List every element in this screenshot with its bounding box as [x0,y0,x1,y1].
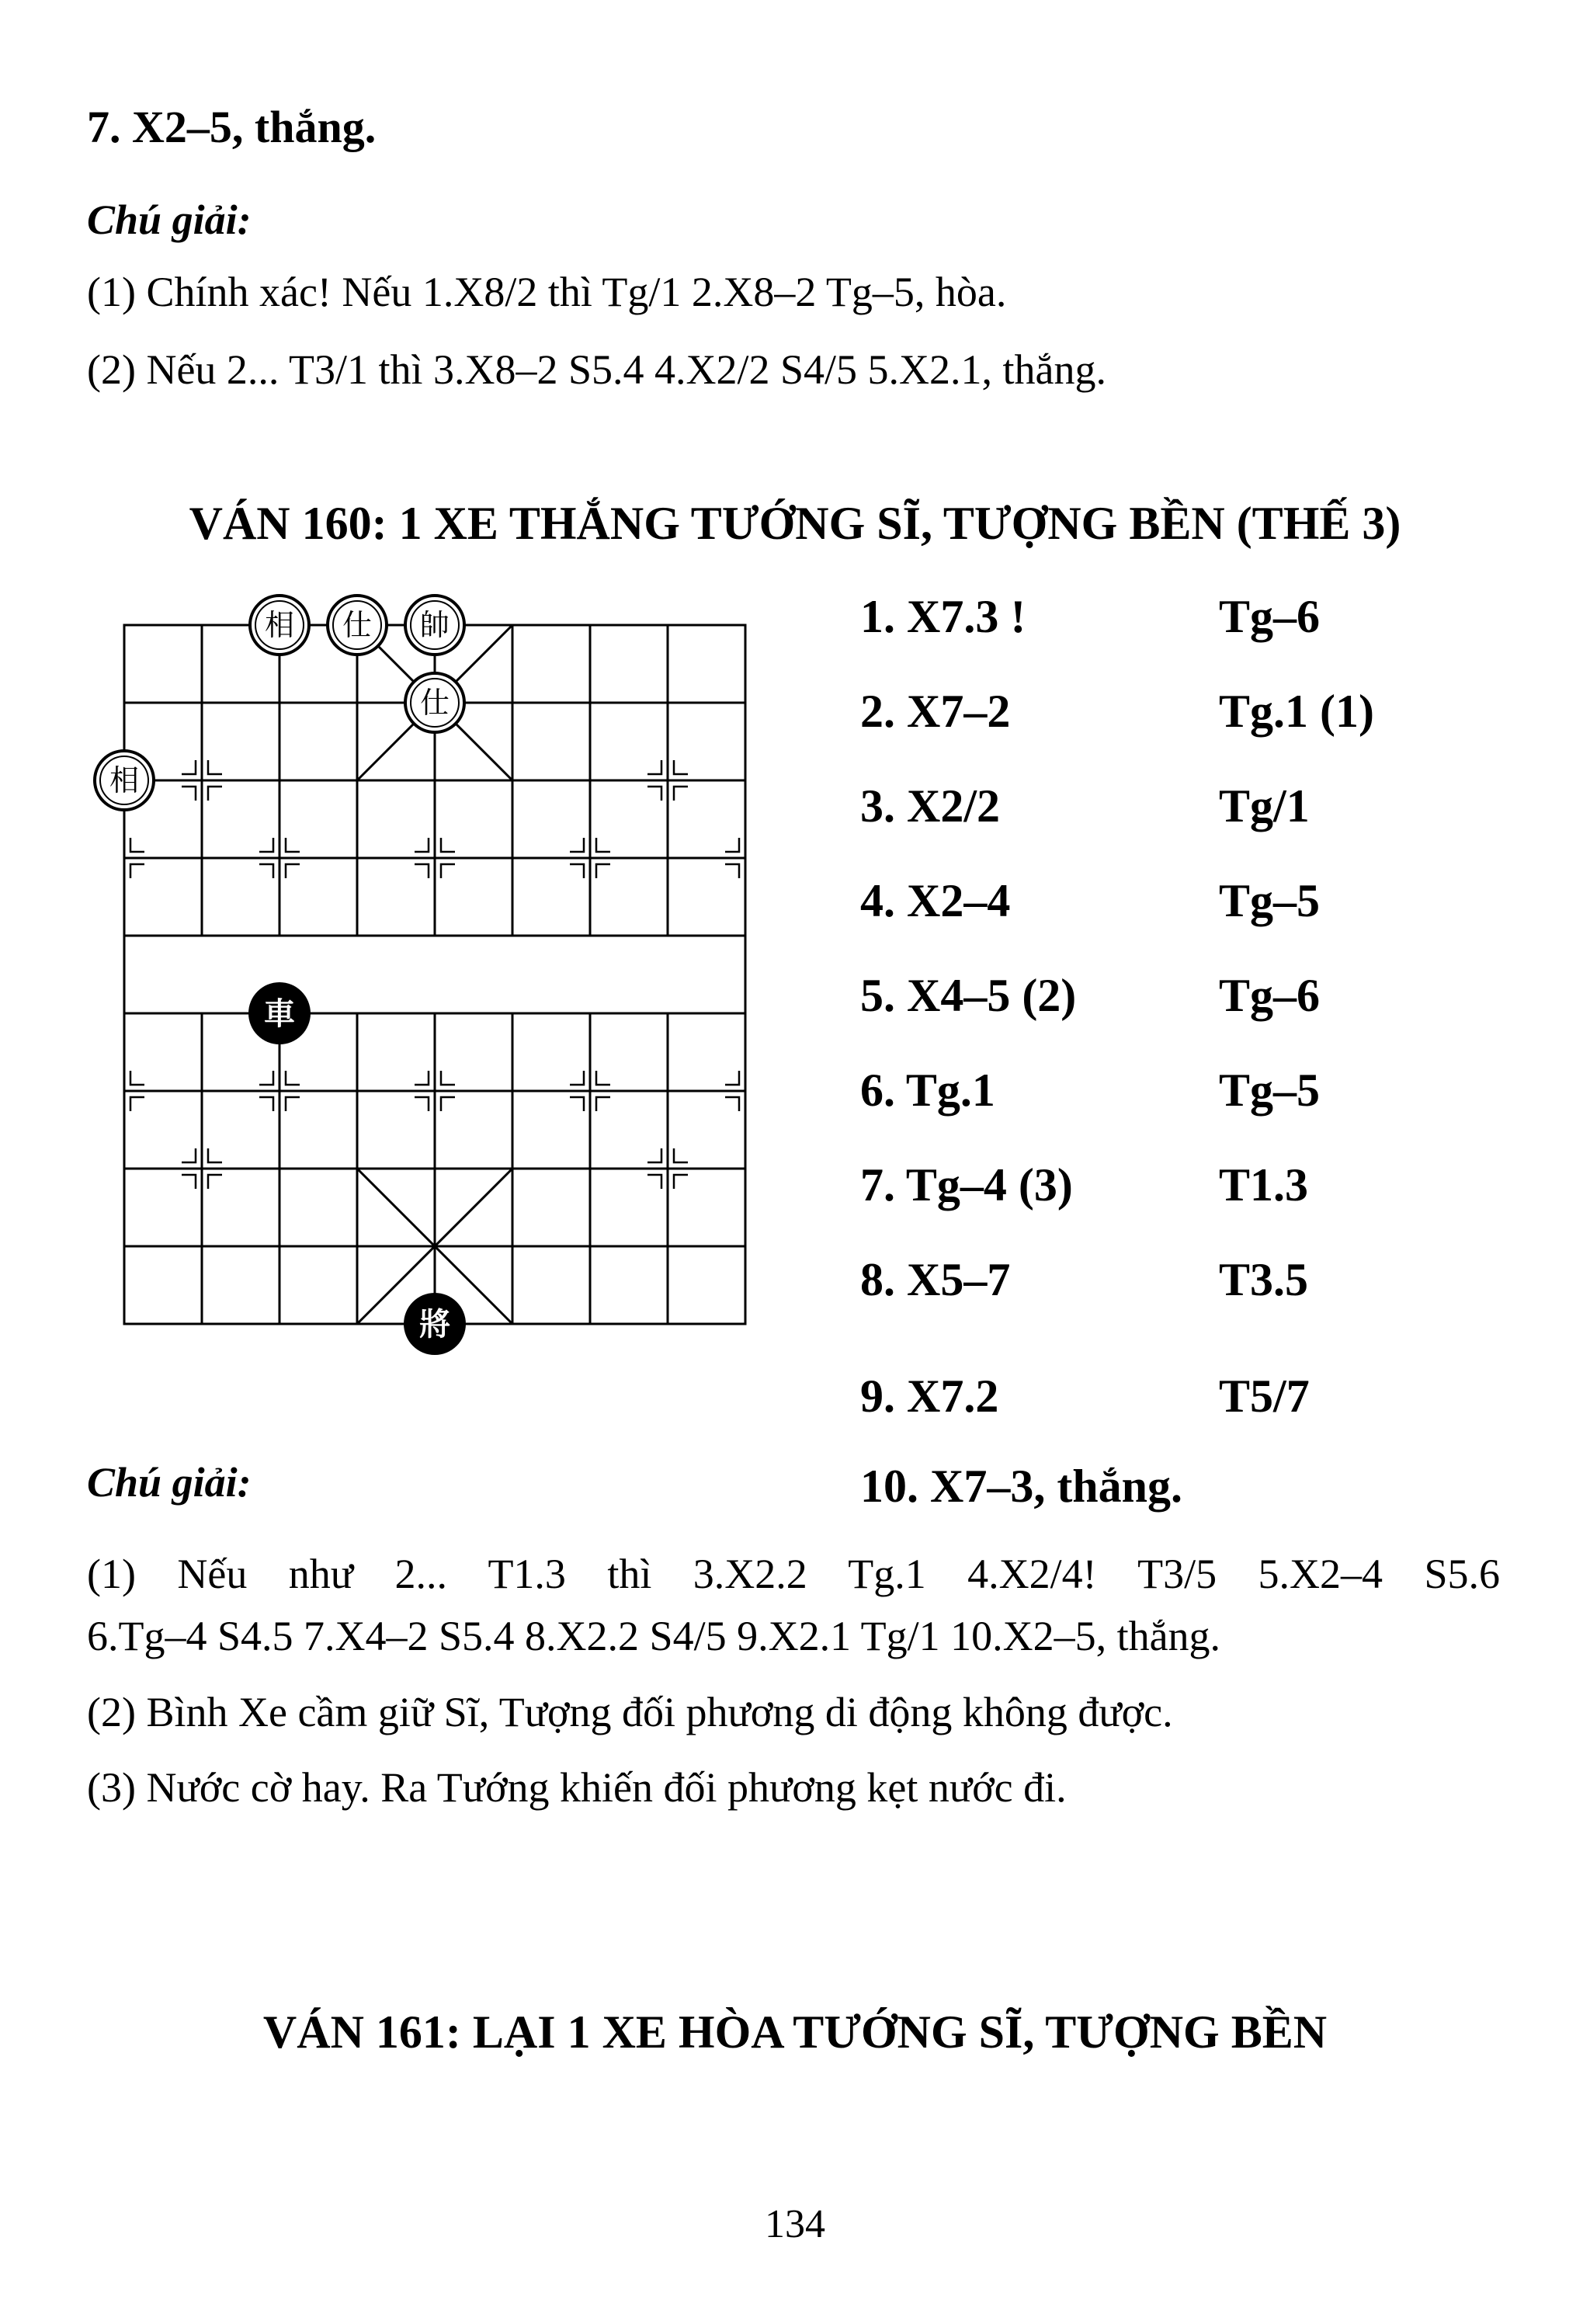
position-marker [130,864,144,878]
position-marker [415,1097,429,1111]
position-marker [596,1097,610,1111]
black-move: Tg/1 [1219,780,1310,832]
page-number: 134 [765,2202,825,2246]
svg-text:帥: 帥 [419,608,450,642]
position-marker [286,864,300,878]
annotation-note-2: (2) Bình Xe cầm giữ Sĩ, Tượng đối phương di động không được. [87,1689,1173,1735]
position-marker [259,838,273,852]
position-marker [130,838,144,852]
red-elephant-piece-left [95,751,154,810]
position-marker [286,1097,300,1111]
red-move: 9. X7.2 [860,1370,999,1422]
red-elephant-piece-top [250,596,309,655]
annotation-heading-1: Chú giải: [87,196,252,243]
annotation-note-2: (2) Nếu 2... T3/1 thì 3.X8–2 S5.4 4.X2/2 S4/5 5.X2.1, thắng. [87,346,1106,393]
position-marker [286,1071,300,1085]
black-move: T5/7 [1219,1370,1310,1422]
position-marker [674,1148,688,1162]
position-marker [725,1097,739,1111]
black-move: Tg–6 [1219,591,1321,642]
red-move: 5. X4–5 (2) [860,970,1077,1021]
position-marker [647,1175,661,1189]
red-move: 3. X2/2 [860,780,1000,832]
red-move: 1. X7.3 ! [860,591,1026,642]
position-marker [208,787,222,801]
black-move: Tg.1 (1) [1219,686,1374,737]
game-161-title: VÁN 161: LẠI 1 XE HÒA TƯỚNG SĨ, TƯỢNG BỀN [262,2006,1328,2058]
position-marker [441,838,455,852]
position-marker [259,1097,273,1111]
position-marker [647,760,661,774]
red-move: 6. Tg.1 [860,1065,995,1116]
red-move: 8. X5–7 [860,1254,1011,1305]
position-marker [725,1071,739,1085]
position-marker [182,760,196,774]
position-marker [182,1148,196,1162]
position-marker [259,1071,273,1085]
black-chariot-piece [248,982,311,1044]
position-marker [286,838,300,852]
annotation-note-3: (3) Nước cờ hay. Ra Tướng khiến đối phương kẹt nước đi. [87,1764,1067,1811]
position-marker [130,1097,144,1111]
position-marker [259,864,273,878]
previous-game-last-move: 7. X2–5, thắng. [87,102,377,152]
black-move: T3.5 [1219,1254,1309,1305]
position-marker [570,1097,584,1111]
red-move: 7. Tg–4 (3) [860,1159,1073,1211]
annotation-note-1-line-1: (1) Nếu như 2... T1.3 thì 3.X2.2 Tg.1 4.X2/4! T3/5 5.X2–4 S5.6 [87,1551,1500,1597]
position-marker [596,1071,610,1085]
black-move: Tg–5 [1219,1065,1321,1116]
red-king-piece [405,596,464,655]
position-marker [647,787,661,801]
black-move: Tg–5 [1219,875,1321,926]
position-marker [208,1175,222,1189]
red-advisor-piece-center [405,673,464,732]
svg-text:仕: 仕 [419,686,450,720]
black-general-piece [404,1293,466,1355]
position-marker [441,1071,455,1085]
position-marker [596,864,610,878]
position-marker [596,838,610,852]
svg-text:車: 車 [264,995,295,1032]
position-marker [674,760,688,774]
position-marker [182,787,196,801]
position-marker [441,864,455,878]
annotation-note-1: (1) Chính xác! Nếu 1.X8/2 thì Tg/1 2.X8–2 Tg–5, hòa. [87,269,1007,315]
black-move: Tg–6 [1219,970,1321,1021]
game-160-title: VÁN 160: 1 XE THẮNG TƯỚNG SĨ, TƯỢNG BỀN (THẾ 3) [189,498,1401,549]
position-marker [415,1071,429,1085]
position-marker [441,1097,455,1111]
position-marker [130,1071,144,1085]
position-marker [570,1071,584,1085]
position-marker [182,1175,196,1189]
position-marker [208,1148,222,1162]
svg-text:相: 相 [264,608,295,642]
position-marker [725,838,739,852]
position-marker [570,864,584,878]
red-move: 2. X7–2 [860,686,1011,737]
position-marker [674,787,688,801]
black-move: T1.3 [1219,1159,1309,1211]
xiangqi-board-diagram [78,590,776,1359]
position-marker [208,760,222,774]
position-marker [570,838,584,852]
red-move: 4. X2–4 [860,875,1011,926]
annotation-note-1-line-2: 6.Tg–4 S4.5 7.X4–2 S5.4 8.X2.2 S4/5 9.X2.1 Tg/1 10.X2–5, thắng. [87,1613,1221,1659]
svg-text:仕: 仕 [342,608,373,642]
red-move: 10. X7–3, thắng. [860,1461,1183,1512]
red-advisor-piece-top [328,596,387,655]
position-marker [415,864,429,878]
position-marker [647,1148,661,1162]
svg-text:將: 將 [419,1306,450,1343]
annotation-heading-2: Chú giải: [87,1459,252,1506]
position-marker [725,864,739,878]
position-marker [674,1175,688,1189]
svg-text:相: 相 [109,763,140,797]
position-marker [415,838,429,852]
